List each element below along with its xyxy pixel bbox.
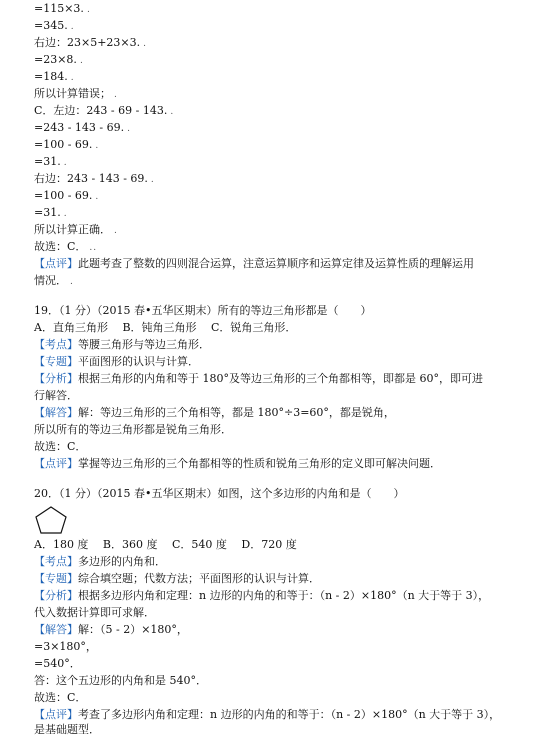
solution-line: 所以计算正确． . (34, 223, 118, 236)
q20-jieda-cont: =540°． (34, 657, 81, 670)
solution-line: =345. . (34, 19, 75, 32)
q19-fenxi: 【分析】根据三角形的内角和等于 180°及等边三角形的三个角都相等，即都是 60°，即可进 (34, 372, 483, 385)
solution-line: =23×8. . (34, 53, 84, 66)
q19-jieda: 【解答】解：等边三角形的三个角相等，都是 180°÷3=60°，都是锐角， (34, 406, 395, 419)
q20-kaodian: 【考点】多边形的内角和． (34, 555, 166, 568)
q20-fenxi: 【分析】根据多边形内角和定理：n 边形的内角的和等于：（n - 2）×180°（n 大于等于 3）， (34, 589, 490, 602)
comment-tag: 【点评】 (34, 257, 78, 270)
q20-dianping-cont: 是基础题型． (34, 723, 100, 736)
q19-zhuanti: 【专题】平面图形的认识与计算． (34, 355, 199, 368)
comment-line: 【点评】此题考查了整数的四则混合运算，注意运算顺序和运算定律及运算性质的理解运用 (34, 257, 474, 270)
solution-line: C．左边：243 - 69 - 143. . (34, 104, 175, 117)
comment-line: 情况． . (34, 274, 74, 287)
solution-line: =100 - 69. . (34, 138, 100, 151)
solution-line: =100 - 69. . (34, 189, 100, 202)
solution-line: 右边：243 - 143 - 69. . (34, 172, 155, 185)
solution-line: 所以计算错误； . (34, 87, 118, 100)
solution-line: =31. . (34, 155, 68, 168)
q20-jieda-cont: 答：这个五边形的内角和是 540°． (34, 674, 207, 687)
question-19-title: 19．（1 分）（2015 春•五华区期末）所有的等边三角形都是（ ） (34, 304, 372, 317)
q19-dianping: 【点评】掌握等边三角形的三个角都相等的性质和锐角三角形的定义即可解决问题． (34, 457, 441, 470)
q20-dianping: 【点评】考查了多边形内角和定理：n 边形的内角的和等于：（n - 2）×180°（n 大于等于 3）， (34, 708, 501, 721)
solution-line: =31. . (34, 206, 68, 219)
solution-line: =243 - 143 - 69. . (34, 121, 131, 134)
pentagon-figure (34, 506, 68, 534)
solution-line: 故选：C． .. (34, 240, 98, 253)
q19-kaodian: 【考点】等腰三角形与等边三角形． (34, 338, 210, 351)
question-19-options: A．直角三角形 B．钝角三角形 C．锐角三角形． (34, 321, 297, 334)
q20-fenxi-cont: 代入数据计算即可求解． (34, 606, 155, 619)
question-20-options: A．180 度 B．360 度 C．540 度 D．720 度 (34, 538, 297, 551)
question-20-title: 20．（1 分）（2015 春•五华区期末）如图，这个多边形的内角和是（ ） (34, 487, 405, 500)
q20-zhuanti: 【专题】综合填空题；代数方法；平面图形的认识与计算． (34, 572, 320, 585)
q20-answer: 故选：C． (34, 691, 87, 704)
q19-answer: 故选：C． (34, 440, 87, 453)
q19-jieda-cont: 所以所有的等边三角形都是锐角三角形． (34, 423, 232, 436)
q20-jieda: 【解答】解：（5 - 2）×180°， (34, 623, 188, 636)
solution-line: 右边：23×5+23×3. . (34, 36, 148, 49)
q20-jieda-cont: =3×180°， (34, 640, 97, 653)
solution-line: =115×3. . (34, 2, 91, 15)
solution-line: =184. . (34, 70, 75, 83)
q19-fenxi-cont: 行解答． (34, 389, 78, 402)
